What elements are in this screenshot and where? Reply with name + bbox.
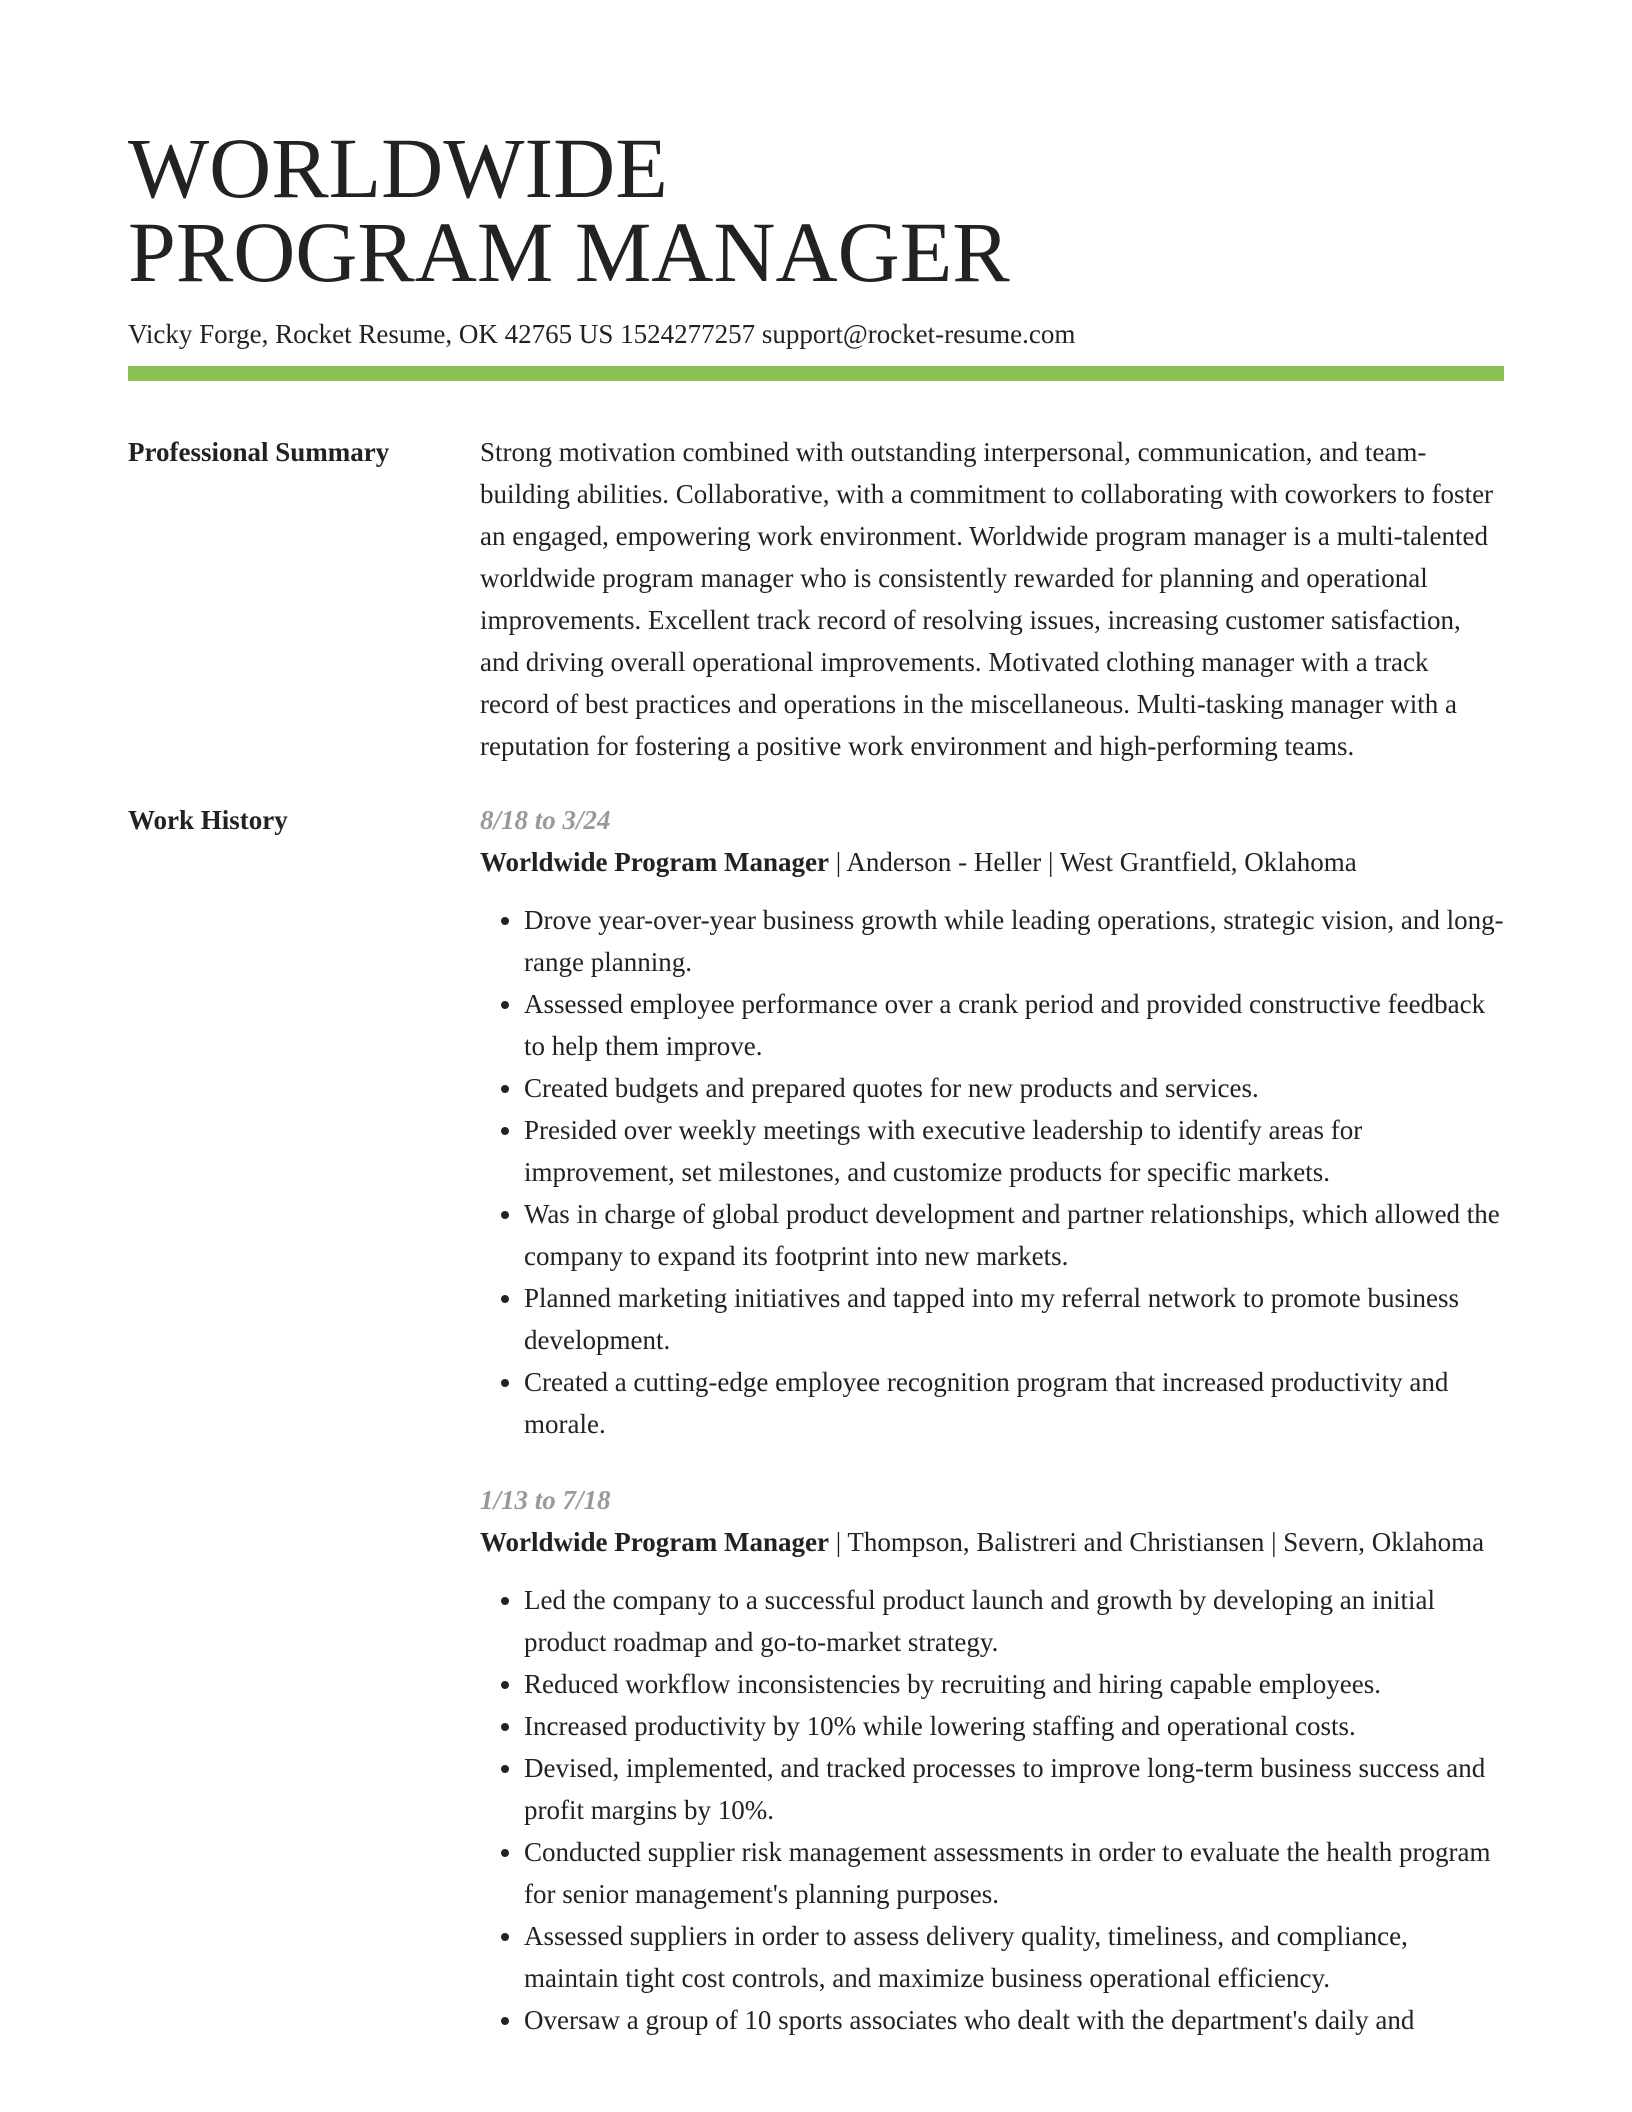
contact-info: Vicky Forge, Rocket Resume, OK 42765 US 1524277257 support@rocket-resume.com — [128, 319, 1076, 349]
list-item: • Assessed employee performance over a crank period and provided constructive feedback to help them improve. — [524, 983, 1504, 1067]
list-item: • Devised, implemented, and tracked processes to improve long-term business success and profit margins by 10%. — [524, 1747, 1504, 1831]
summary-body — [480, 431, 1504, 767]
job-title: Worldwide Program Manager — [480, 847, 829, 877]
list-item: • Reduced workflow inconsistencies by recruiting and hiring capable employees. — [524, 1663, 1504, 1705]
job-dates: 1/13 to 7/18 — [480, 1485, 611, 1515]
accent-divider — [128, 366, 1504, 381]
list-item: • Drove year-over-year business growth while leading operations, strategic vision, and long-range planning. — [524, 899, 1504, 983]
list-item: • Oversaw a group of 10 sports associates who dealt with the department's daily and — [524, 1999, 1504, 2041]
list-item: • Assessed suppliers in order to assess delivery quality, timeliness, and compliance, maintain tight cost controls, and maximize business operational efficiency. — [524, 1915, 1504, 1999]
list-item: • Increased productivity by 10% while lowering staffing and operational costs. — [524, 1705, 1504, 1747]
job-heading — [480, 1521, 1504, 1563]
job-entry — [480, 799, 1504, 1445]
job-entry — [480, 1479, 1504, 2041]
summary-text: Strong motivation combined with outstanding interpersonal, communication, and team-building abilities. Collaborative, with a commitment to collaborating with coworkers to foster an engaged, empowering work environment. Worldwide program manager is a multi-talented worldwide program manager who is consistently rewarded for planning and operational improvements. Excellent track record of resolving issues, increasing customer satisfaction, and driving overall operational improvements. Motivated clothing manager with a track record of best practices and operations in the miscellaneous. Multi-tasking manager with a reputation for fostering a positive work environment and high-performing teams. — [480, 437, 1494, 761]
list-item: • Planned marketing initiatives and tapped into my referral network to promote business development. — [524, 1277, 1504, 1361]
professional-summary-section — [128, 431, 1504, 767]
job-dates: 8/18 to 3/24 — [480, 805, 611, 835]
job-title: Worldwide Program Manager — [480, 1527, 829, 1557]
list-item: • Created budgets and prepared quotes for new products and services. — [524, 1067, 1504, 1109]
list-item: • Was in charge of global product development and partner relationships, which allowed the company to expand its footprint into new markets. — [524, 1193, 1504, 1277]
job-bullets — [480, 1579, 1504, 2041]
work-history-body — [480, 799, 1504, 2075]
job-details: | Anderson - Heller | West Grantfield, Oklahoma — [828, 847, 1357, 877]
title-line-1: WORLDWIDE — [128, 120, 668, 216]
section-label-summary: Professional Summary — [128, 437, 390, 467]
work-history-section — [128, 799, 1504, 2075]
title-line-2: PROGRAM MANAGER — [128, 204, 1010, 300]
resume-page — [128, 0, 1504, 2075]
job-bullets — [480, 899, 1504, 1445]
section-label-work: Work History — [128, 805, 288, 835]
job-details: | Thompson, Balistreri and Christiansen | Severn, Oklahoma — [828, 1527, 1485, 1557]
list-item: • Conducted supplier risk management assessments in order to evaluate the health program for senior management's planning purposes. — [524, 1831, 1504, 1915]
resume-title — [128, 0, 1504, 300]
list-item: • Presided over weekly meetings with executive leadership to identify areas for improvement, set milestones, and customize products for specific markets. — [524, 1109, 1504, 1193]
list-item: • Created a cutting-edge employee recognition program that increased productivity and morale. — [524, 1361, 1504, 1445]
list-item: • Led the company to a successful product launch and growth by developing an initial product roadmap and go-to-market strategy. — [524, 1579, 1504, 1663]
job-heading — [480, 841, 1504, 883]
